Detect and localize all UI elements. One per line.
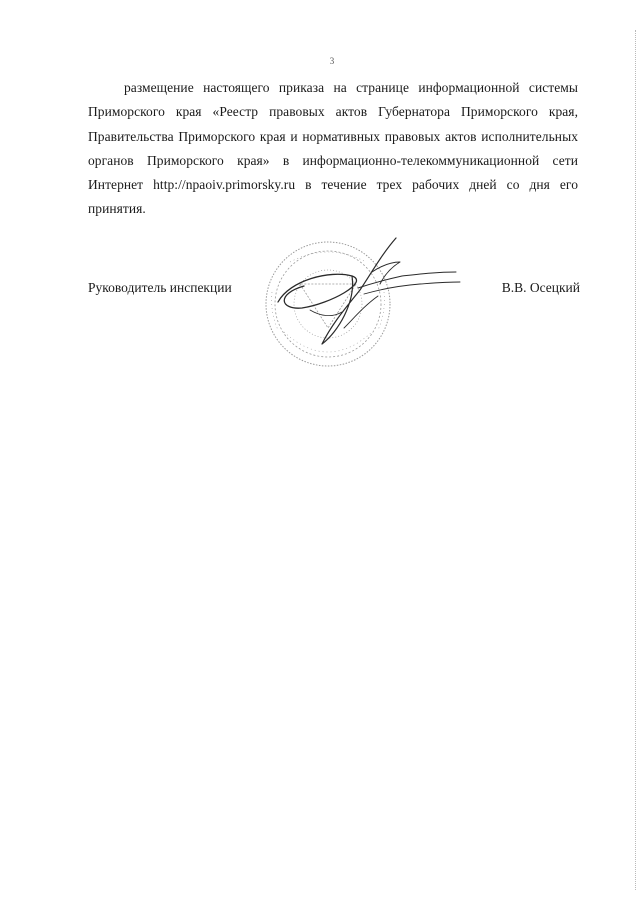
- stamp-signature-icon: [260, 232, 470, 382]
- scan-edge-line: [634, 30, 636, 890]
- page-number: 3: [329, 56, 335, 66]
- signature-role: Руководитель инспекции: [88, 280, 232, 295]
- handwritten-signature-icon: [278, 238, 460, 344]
- signature-name: В.В. Осецкий: [501, 280, 580, 295]
- paragraph: размещение настоящего приказа на странице информационной системы Приморского края «Реестр правовых актов Губернатора Приморского края, Правительства Приморского края и нормативных правовых актов исполнительных органов Приморского края» в информационно-телекоммуникационной сети Интернет http://npaoiv.primorsky.ru в течение трех рабочих дней со дня его принятия.: [88, 80, 578, 217]
- body-text: [88, 76, 578, 222]
- official-seal-icon: [266, 242, 390, 366]
